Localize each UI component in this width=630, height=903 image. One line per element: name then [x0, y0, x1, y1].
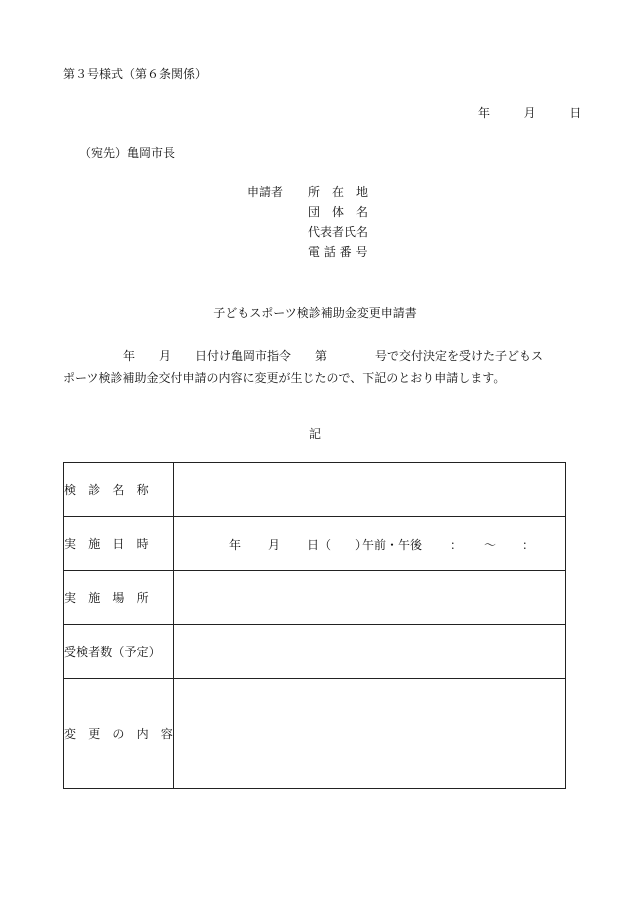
- field-address: 所 在 地: [308, 185, 369, 199]
- value-examinees[interactable]: [174, 625, 566, 679]
- schedule-ampm: 午前・午後: [362, 538, 423, 552]
- table-row: [64, 463, 566, 517]
- form-number: 第３号様式（第６条関係）: [63, 67, 208, 81]
- schedule-colon-2: ：: [522, 538, 535, 552]
- date-month: 月: [523, 106, 536, 120]
- document-title: 子どもスポーツ検診補助金変更申請書: [213, 306, 417, 320]
- schedule-month: 月: [268, 538, 281, 552]
- table-row: [64, 517, 566, 571]
- applicant-label: 申請者: [247, 185, 284, 199]
- addressee: （宛先）亀岡市長: [79, 146, 176, 160]
- body-text: [63, 345, 568, 389]
- label-location: 実 施 場 所: [64, 571, 174, 625]
- label-datetime: 実 施 日 時: [64, 517, 174, 571]
- label-examinees: 受検者数（予定）: [64, 625, 174, 679]
- applicant-fields: [308, 184, 368, 264]
- schedule-day: 日（ ）: [307, 538, 368, 552]
- value-datetime[interactable]: [174, 517, 566, 571]
- field-phone: 電 話 番 号: [308, 245, 368, 259]
- value-exam-name[interactable]: [174, 463, 566, 517]
- date-year: 年: [478, 106, 491, 120]
- field-representative: 代表者氏名: [308, 225, 369, 239]
- body-line-1: 年 月 日付け亀岡市指令 第 号で交付決定を受けた子どもス: [63, 349, 544, 363]
- table-row: [64, 625, 566, 679]
- date-day: 日: [569, 106, 582, 120]
- table-row: [64, 571, 566, 625]
- form-table: [63, 462, 566, 789]
- field-organization: 団 体 名: [308, 205, 369, 219]
- label-exam-name: 検 診 名 称: [64, 463, 174, 517]
- label-changes: 変 更 の 内 容: [64, 679, 174, 789]
- table-row: [64, 679, 566, 789]
- value-changes[interactable]: [174, 679, 566, 789]
- body-line-2: ポーツ検診補助金交付申請の内容に変更が生じたので、下記のとおり申請します。: [63, 371, 506, 385]
- schedule-colon-1: ：: [450, 538, 463, 552]
- ki-heading: 記: [308, 427, 321, 441]
- schedule-tilde: ～: [484, 538, 497, 552]
- value-location[interactable]: [174, 571, 566, 625]
- date-line: [478, 105, 581, 121]
- schedule-year: 年: [229, 538, 242, 552]
